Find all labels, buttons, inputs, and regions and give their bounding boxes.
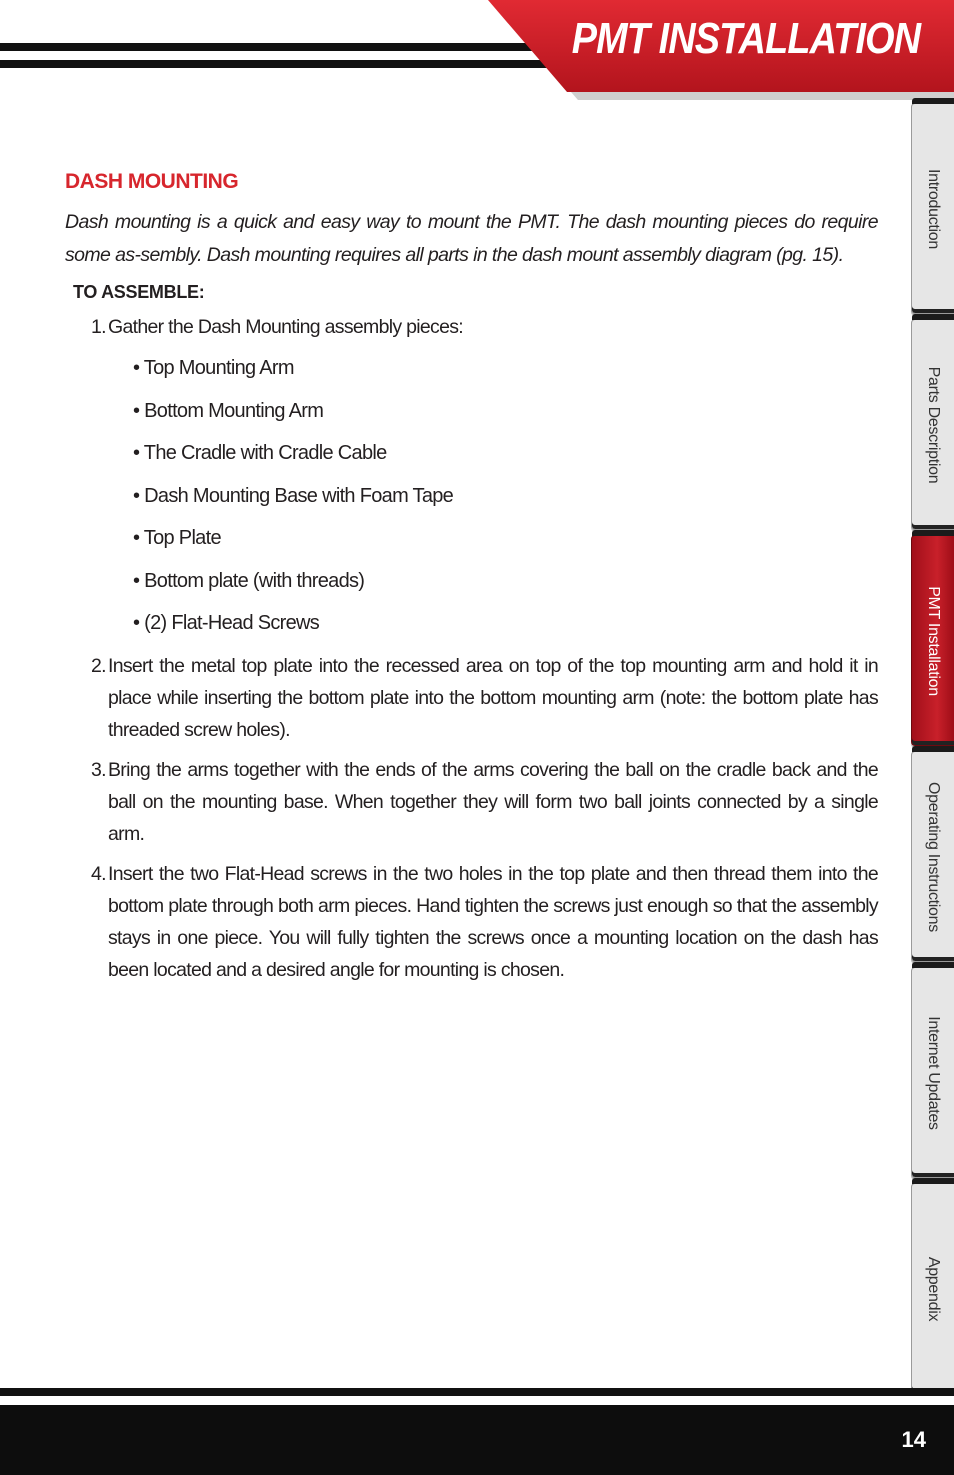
section-heading: DASH MOUNTING [65, 170, 239, 193]
page-number: 14 [901, 1427, 926, 1452]
part-item: • Bottom Mounting Arm [133, 399, 324, 422]
footer-bar [0, 1405, 954, 1475]
footer-stripe [0, 1388, 954, 1396]
step-item [65, 311, 878, 640]
step-number: 1. [91, 316, 106, 338]
step-text: Bring the arms together with the ends of the arms covering the ball on the cradle back and the ball on the mounting base. When together they will form two ball joints connected by a single arm. [108, 758, 878, 845]
tab-label: Parts Description [925, 366, 942, 483]
step-text: Gather the Dash Mounting assembly pieces: [108, 316, 463, 338]
tab-pmt-installation[interactable] [911, 535, 954, 746]
part-item: • (2) Flat-Head Screws [133, 612, 320, 634]
tab-introduction[interactable] [911, 103, 954, 314]
step-text: Insert the two Flat-Head screws in the two holes in the top plate and then thread them into the bottom plate through both arm pieces. Hand tighten the screws just enough so that the assembly stays in one piece. You will fully tighten the screws once a mounting location on the dash has been located and a desired angle for mounting is chosen. [108, 862, 878, 981]
part-item: • The Cradle with Cradle Cable [133, 442, 387, 464]
step-item [65, 754, 878, 850]
step-item [65, 650, 878, 746]
part-item: • Top Plate [133, 527, 221, 549]
tab-internet-updates[interactable] [911, 967, 954, 1178]
tab-label: Operating Instructions [925, 781, 942, 932]
part-item: • Dash Mounting Base with Foam Tape [133, 484, 454, 507]
steps-list [65, 311, 878, 986]
tab-label: Internet Updates [925, 1015, 942, 1130]
tab-label: Introduction [925, 168, 942, 249]
tab-label: PMT Installation [925, 585, 942, 696]
assemble-heading: TO ASSEMBLE: [73, 282, 205, 302]
part-item: • Bottom plate (with threads) [133, 569, 365, 592]
page-title: PMT INSTALLATION [571, 14, 920, 63]
tab-appendix[interactable] [911, 1183, 954, 1394]
part-item: • Top Mounting Arm [133, 357, 294, 379]
tab-label: Appendix [925, 1256, 942, 1321]
step-text: Insert the metal top plate into the recessed area on top of the top mounting arm and hold it in place while inserting the bottom plate into the bottom mounting arm (note: the bottom plate has threaded screw holes). [108, 654, 878, 741]
tab-parts-description[interactable] [911, 319, 954, 530]
step-item [65, 858, 878, 986]
intro-paragraph: Dash mounting is a quick and easy way to mount the PMT. The dash mounting pieces do require some as-sembly. Dash mounting requires all parts in the dash mount assembly diagram (pg. 15). [65, 211, 878, 266]
tab-operating-instructions[interactable] [911, 751, 954, 962]
step-number: 3. [91, 758, 106, 781]
step-number: 2. [91, 654, 106, 677]
parts-list [108, 352, 878, 640]
main-content [65, 170, 878, 986]
step-number: 4. [91, 862, 106, 885]
